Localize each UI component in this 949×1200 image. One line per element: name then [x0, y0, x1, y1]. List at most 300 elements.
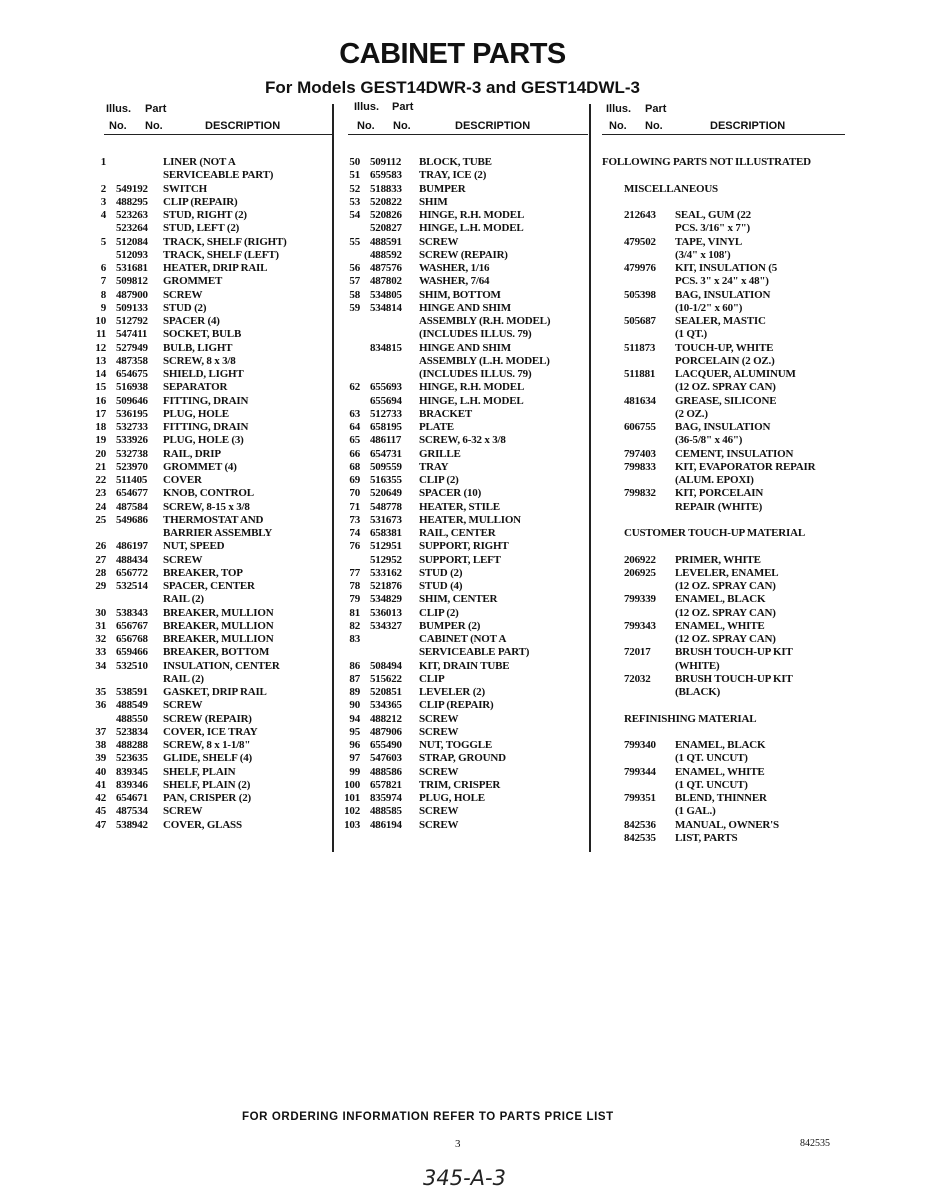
illus-number — [90, 222, 106, 235]
illus-number: 83 — [349, 633, 360, 645]
part-description: BRACKET — [419, 407, 472, 420]
parts-row — [330, 779, 589, 792]
part-description: KIT, PORCELAIN REPAIR (WHITE) — [675, 487, 764, 513]
parts-row — [602, 262, 855, 289]
parts-row — [330, 434, 589, 447]
illus-number: 28 — [95, 566, 106, 579]
part-description: TRAY, ICE (2) — [419, 169, 487, 182]
parts-row — [602, 368, 855, 395]
illus-number: 14 — [95, 368, 106, 380]
part-number: 547411 — [116, 328, 148, 341]
parts-row — [330, 408, 589, 421]
part-description: ENAMEL, BLACK (1 QT. UNCUT) — [675, 739, 766, 765]
illus-number — [330, 395, 360, 408]
illus-number: 10 — [95, 315, 106, 327]
parts-row — [602, 236, 855, 263]
parts-row — [330, 792, 589, 805]
part-number: 520851 — [370, 686, 402, 698]
illus-number: 66 — [349, 447, 360, 460]
illus-number: 57 — [349, 275, 360, 288]
part-description: WASHER, 1/16 — [419, 262, 490, 274]
part-description: SCREW, 8-15 x 3/8 — [163, 500, 250, 513]
part-description: SEAL, GUM (22 PCS. 3/16" x 7") — [675, 209, 751, 235]
part-description: PLUG, HOLE (3) — [163, 434, 244, 447]
illus-number: 87 — [349, 672, 360, 685]
parts-row — [330, 183, 589, 196]
part-description: INSULATION, CENTER RAIL (2) — [163, 659, 280, 685]
section-heading: FOLLOWING PARTS NOT ILLUSTRATED — [602, 156, 811, 168]
parts-row — [330, 739, 589, 752]
part-number: 549192 — [116, 182, 148, 195]
illus-number: 9 — [100, 301, 106, 314]
parts-row — [330, 699, 589, 712]
header-no: No. — [645, 120, 663, 132]
parts-row — [330, 501, 589, 514]
part-number: 839345 — [116, 765, 148, 778]
part-description: LEVELER (2) — [419, 686, 485, 698]
part-number: 505398 — [624, 288, 656, 301]
part-description: GRILLE — [419, 447, 461, 460]
part-description: TRIM, CRISPER — [419, 778, 501, 791]
illus-number: 18 — [95, 421, 106, 433]
part-description: SCREW — [419, 712, 459, 725]
parts-row — [330, 395, 589, 408]
part-number: 659466 — [116, 646, 148, 659]
part-description: HINGE AND SHIM ASSEMBLY (L.H. MODEL) (INCLUDES ILLUS. 79) — [419, 341, 550, 380]
part-number: 536013 — [370, 606, 402, 619]
parts-row — [330, 289, 589, 302]
part-number: 523263 — [116, 209, 148, 221]
part-number: 842536 — [624, 818, 656, 831]
part-number: 534829 — [370, 593, 402, 606]
parts-row — [90, 302, 333, 315]
header-part: Part — [392, 101, 414, 113]
part-description: CLIP (2) — [419, 606, 459, 619]
part-number: 515622 — [370, 672, 402, 685]
parts-row — [90, 395, 333, 408]
part-description: STUD, RIGHT (2) — [163, 209, 247, 221]
part-description: SCREW, 6-32 x 3/8 — [419, 434, 506, 447]
parts-row — [602, 593, 855, 620]
illus-number: 34 — [95, 659, 106, 672]
part-description: SCREW — [163, 699, 203, 712]
illus-number: 16 — [95, 394, 106, 407]
part-number: 523264 — [116, 222, 148, 235]
illus-number: 5 — [100, 235, 106, 248]
part-description: SPACER, CENTER RAIL (2) — [163, 580, 255, 606]
part-description: LACQUER, ALUMINUM (12 OZ. SPRAY CAN) — [675, 368, 796, 394]
part-description: SHIM — [419, 195, 448, 208]
part-description: SWITCH — [163, 182, 208, 195]
part-description: SHIELD, LIGHT — [163, 368, 244, 380]
parts-row — [602, 315, 855, 342]
parts-row — [602, 819, 855, 832]
part-number: 534365 — [370, 699, 402, 712]
part-number: 538942 — [116, 818, 148, 831]
part-number: 516938 — [116, 381, 148, 394]
illus-number: 38 — [95, 739, 106, 751]
parts-row — [90, 381, 333, 394]
part-number: 518833 — [370, 182, 402, 195]
parts-row — [330, 554, 589, 567]
parts-row — [330, 236, 589, 249]
illus-number: 1 — [100, 156, 106, 168]
part-number: 479976 — [624, 262, 656, 274]
parts-row — [90, 183, 333, 196]
illus-number: 3 — [100, 195, 106, 208]
parts-row — [330, 302, 589, 342]
part-description: LINER (NOT A SERVICEABLE PART) — [163, 156, 274, 182]
part-number: 521876 — [370, 580, 402, 592]
part-number: 488434 — [116, 553, 148, 566]
part-description: SCREW — [419, 805, 459, 818]
part-number: 520822 — [370, 195, 402, 208]
illus-number: 33 — [95, 646, 106, 659]
illus-number: 27 — [95, 553, 106, 566]
part-number: 531681 — [116, 262, 148, 274]
part-description: SHELF, PLAIN — [163, 765, 236, 778]
illus-number: 95 — [349, 725, 360, 738]
parts-row — [330, 593, 589, 606]
part-description: SCREW — [419, 765, 459, 778]
parts-row — [90, 633, 333, 646]
parts-row — [90, 196, 333, 209]
part-description: BUMPER — [419, 182, 466, 195]
part-number: 520827 — [370, 222, 402, 235]
part-number: 656767 — [116, 619, 148, 632]
part-description: SCREW (REPAIR) — [419, 248, 508, 261]
parts-row — [602, 395, 855, 422]
parts-row — [602, 792, 855, 819]
parts-row — [330, 196, 589, 209]
part-description: SPACER (10) — [419, 487, 482, 500]
illus-number: 69 — [349, 474, 360, 486]
part-description: BREAKER, MULLION — [163, 633, 274, 645]
part-number: 487584 — [116, 500, 148, 513]
header-part: Part — [645, 103, 667, 115]
part-description: SEPARATOR — [163, 381, 228, 394]
illus-number: 41 — [95, 778, 106, 791]
part-description: HEATER, DRIP RAIL — [163, 262, 268, 274]
part-description: HEATER, MULLION — [419, 513, 521, 526]
part-number: 654677 — [116, 487, 148, 500]
part-number: 488591 — [370, 235, 402, 248]
part-number: 512792 — [116, 315, 148, 327]
column-divider — [589, 104, 591, 852]
part-number: 212643 — [624, 209, 656, 221]
parts-row — [90, 156, 333, 183]
spacer — [602, 699, 855, 712]
illus-number: 8 — [100, 288, 106, 301]
part-description: STUD (2) — [419, 566, 463, 579]
illus-number: 101 — [344, 792, 360, 804]
illus-number: 11 — [96, 328, 106, 341]
header-illus: Illus. — [354, 101, 380, 113]
parts-row — [90, 209, 333, 222]
header-rule — [104, 134, 334, 135]
illus-number: 7 — [100, 275, 106, 288]
parts-row — [90, 289, 333, 302]
header-description: DESCRIPTION — [455, 120, 531, 132]
illus-number: 32 — [95, 633, 106, 645]
part-description: BREAKER, MULLION — [163, 606, 274, 619]
parts-row — [90, 540, 333, 553]
parts-row — [330, 607, 589, 620]
part-number: 799344 — [624, 765, 656, 778]
illus-number: 78 — [349, 580, 360, 592]
illus-number: 12 — [95, 341, 106, 354]
parts-list-column-3 — [602, 156, 855, 845]
part-number: 799339 — [624, 593, 656, 606]
illus-number: 102 — [344, 805, 360, 818]
part-number: 509133 — [116, 301, 148, 314]
part-description: SCREW, 8 x 1-1/8" — [163, 739, 251, 751]
header-no: No. — [357, 120, 375, 132]
parts-row — [90, 766, 333, 779]
parts-row — [90, 487, 333, 500]
header-no: No. — [145, 120, 163, 132]
header-part: Part — [145, 103, 167, 115]
part-description: FITTING, DRAIN — [163, 394, 249, 407]
illus-number: 70 — [349, 487, 360, 500]
parts-row — [330, 766, 589, 779]
parts-row — [90, 421, 333, 434]
part-description: FITTING, DRAIN — [163, 421, 249, 433]
part-description: GREASE, SILICONE (2 OZ.) — [675, 394, 777, 420]
illus-number: 21 — [95, 460, 106, 473]
part-number: 512733 — [370, 407, 402, 420]
part-description: SPACER (4) — [163, 315, 220, 327]
illus-number: 29 — [95, 580, 106, 592]
parts-row — [330, 673, 589, 686]
spacer — [602, 514, 855, 527]
part-number: 658195 — [370, 421, 402, 433]
illus-number: 79 — [349, 593, 360, 606]
parts-row — [90, 607, 333, 620]
illus-number: 31 — [95, 619, 106, 632]
parts-row — [90, 805, 333, 818]
part-description: BLOCK, TUBE — [419, 156, 492, 168]
part-description: SCREW — [419, 725, 459, 738]
part-description: SHIM, BOTTOM — [419, 288, 501, 301]
part-number: 481634 — [624, 394, 656, 407]
part-number: 479502 — [624, 235, 656, 248]
part-description: LEVELER, ENAMEL (12 OZ. SPRAY CAN) — [675, 566, 779, 592]
illus-number: 6 — [100, 262, 106, 274]
part-number: 512084 — [116, 235, 148, 248]
part-number: 206922 — [624, 553, 656, 566]
part-description: THERMOSTAT AND BARRIER ASSEMBLY — [163, 513, 273, 539]
parts-row — [90, 355, 333, 368]
parts-row — [330, 660, 589, 673]
header-description: DESCRIPTION — [205, 120, 281, 132]
part-number: 547603 — [370, 752, 402, 765]
parts-row — [330, 249, 589, 262]
part-description: BRUSH TOUCH-UP KIT (WHITE) — [675, 646, 793, 672]
illus-number: 17 — [95, 407, 106, 420]
illus-number: 68 — [349, 460, 360, 473]
part-description: SUPPORT, RIGHT — [419, 540, 509, 553]
parts-row — [602, 421, 855, 448]
part-number: 487900 — [116, 288, 148, 301]
part-number: 839346 — [116, 778, 148, 791]
illus-number: 81 — [349, 606, 360, 619]
parts-row — [330, 222, 589, 235]
parts-row — [330, 342, 589, 382]
illus-number: 37 — [95, 725, 106, 738]
part-number: 488288 — [116, 739, 148, 751]
part-number: 532510 — [116, 659, 148, 672]
part-number: 538591 — [116, 686, 148, 698]
part-number: 508494 — [370, 659, 402, 672]
page-subtitle: For Models GEST14DWR-3 and GEST14DWL-3 — [265, 78, 640, 97]
parts-row — [90, 686, 333, 699]
part-description: BRUSH TOUCH-UP KIT (BLACK) — [675, 672, 793, 698]
parts-row — [90, 448, 333, 461]
part-description: NUT, SPEED — [163, 540, 225, 553]
header-description: DESCRIPTION — [710, 120, 786, 132]
parts-row — [330, 726, 589, 739]
parts-row — [602, 673, 855, 700]
illus-number: 24 — [95, 500, 106, 513]
part-description: SCREW — [163, 288, 203, 301]
part-description: NUT, TOGGLE — [419, 739, 492, 751]
part-number — [116, 156, 158, 183]
parts-row — [602, 209, 855, 236]
part-description: BULB, LIGHT — [163, 341, 233, 354]
part-description: GROMMET (4) — [163, 460, 237, 473]
parts-row — [330, 156, 589, 169]
parts-row — [90, 726, 333, 739]
document-number: 842535 — [800, 1138, 830, 1149]
parts-row — [330, 461, 589, 474]
parts-list-column-1 — [90, 156, 333, 832]
part-number: 538343 — [116, 606, 148, 619]
part-number: 206925 — [624, 566, 656, 579]
spacer — [602, 196, 855, 209]
parts-row — [330, 169, 589, 182]
illus-number: 42 — [95, 792, 106, 804]
illus-number: 71 — [349, 500, 360, 513]
header-no: No. — [609, 120, 627, 132]
parts-row — [90, 474, 333, 487]
illus-number: 39 — [95, 752, 106, 765]
parts-row — [602, 461, 855, 488]
part-number: 512093 — [116, 248, 148, 261]
parts-row — [330, 262, 589, 275]
part-description: RAIL, DRIP — [163, 447, 221, 460]
part-number: 799833 — [624, 460, 656, 473]
illus-number: 59 — [349, 301, 360, 314]
parts-row — [90, 620, 333, 633]
parts-row — [330, 633, 589, 660]
part-number: 487802 — [370, 275, 402, 288]
part-description: COVER, GLASS — [163, 818, 242, 831]
part-description: SUPPORT, LEFT — [419, 553, 501, 566]
parts-row — [330, 567, 589, 580]
part-description: STRAP, GROUND — [419, 752, 506, 765]
illus-number: 94 — [349, 712, 360, 725]
part-number: 486197 — [116, 540, 148, 553]
part-description: SCREW — [419, 818, 459, 831]
part-number: 487906 — [370, 725, 402, 738]
parts-row — [90, 434, 333, 447]
part-number: 488295 — [116, 195, 148, 208]
parts-row — [330, 474, 589, 487]
part-number: 531673 — [370, 513, 402, 526]
part-description: CEMENT, INSULATION — [675, 447, 794, 460]
part-description: COVER, ICE TRAY — [163, 725, 258, 738]
part-number: 488586 — [370, 765, 402, 778]
part-number: 606755 — [624, 421, 656, 433]
illus-number: 47 — [95, 818, 106, 831]
part-number: 655490 — [370, 739, 402, 751]
part-number: 534805 — [370, 288, 402, 301]
illus-number: 13 — [95, 354, 106, 367]
parts-row — [330, 381, 589, 394]
part-description: BLEND, THINNER (1 GAL.) — [675, 792, 767, 818]
illus-number: 100 — [344, 778, 360, 791]
header-rule — [348, 134, 588, 135]
parts-list-column-2 — [330, 156, 589, 832]
part-description: BAG, INSULATION (10-1/2" x 60") — [675, 288, 771, 314]
parts-row — [330, 805, 589, 818]
part-description: BREAKER, BOTTOM — [163, 646, 270, 659]
parts-row — [330, 540, 589, 553]
part-description: GLIDE, SHELF (4) — [163, 752, 252, 765]
illus-number: 86 — [349, 659, 360, 672]
part-number: 656768 — [116, 633, 148, 645]
part-description: SCREW — [163, 553, 203, 566]
illus-number: 89 — [349, 686, 360, 698]
parts-row — [602, 766, 855, 793]
part-description: SCREW, 8 x 3/8 — [163, 354, 236, 367]
part-description: SHIM, CENTER — [419, 593, 498, 606]
parts-row — [330, 514, 589, 527]
part-number: 523635 — [116, 752, 148, 765]
part-number: 549686 — [116, 513, 148, 526]
part-number: 656772 — [116, 566, 148, 579]
parts-row — [90, 819, 333, 832]
illus-number: 20 — [95, 447, 106, 460]
part-number: 799340 — [624, 739, 656, 751]
illus-number — [90, 713, 106, 726]
part-number: 509559 — [370, 460, 402, 473]
parts-row — [90, 554, 333, 567]
part-number: 487534 — [116, 805, 148, 818]
illus-number: 65 — [349, 434, 360, 447]
illus-number: 30 — [95, 606, 106, 619]
parts-row — [90, 646, 333, 659]
parts-row — [90, 792, 333, 805]
parts-row — [602, 554, 855, 567]
part-description: RAIL, CENTER — [419, 527, 496, 539]
parts-row — [90, 699, 333, 712]
part-number: 486117 — [370, 434, 402, 447]
parts-row — [602, 832, 855, 845]
parts-row — [602, 567, 855, 594]
illus-number: 25 — [95, 513, 106, 526]
part-number: 835974 — [370, 792, 402, 804]
page-number: 3 — [455, 1138, 461, 1150]
part-description: KIT, INSULATION (5 PCS. 3" x 24" x 48") — [675, 262, 778, 288]
illus-number: 63 — [349, 407, 360, 420]
part-description: HINGE, L.H. MODEL — [419, 394, 524, 407]
parts-row — [90, 580, 333, 607]
part-number: 72017 — [624, 646, 651, 659]
part-description: PRIMER, WHITE — [675, 553, 761, 566]
parts-row — [330, 209, 589, 222]
